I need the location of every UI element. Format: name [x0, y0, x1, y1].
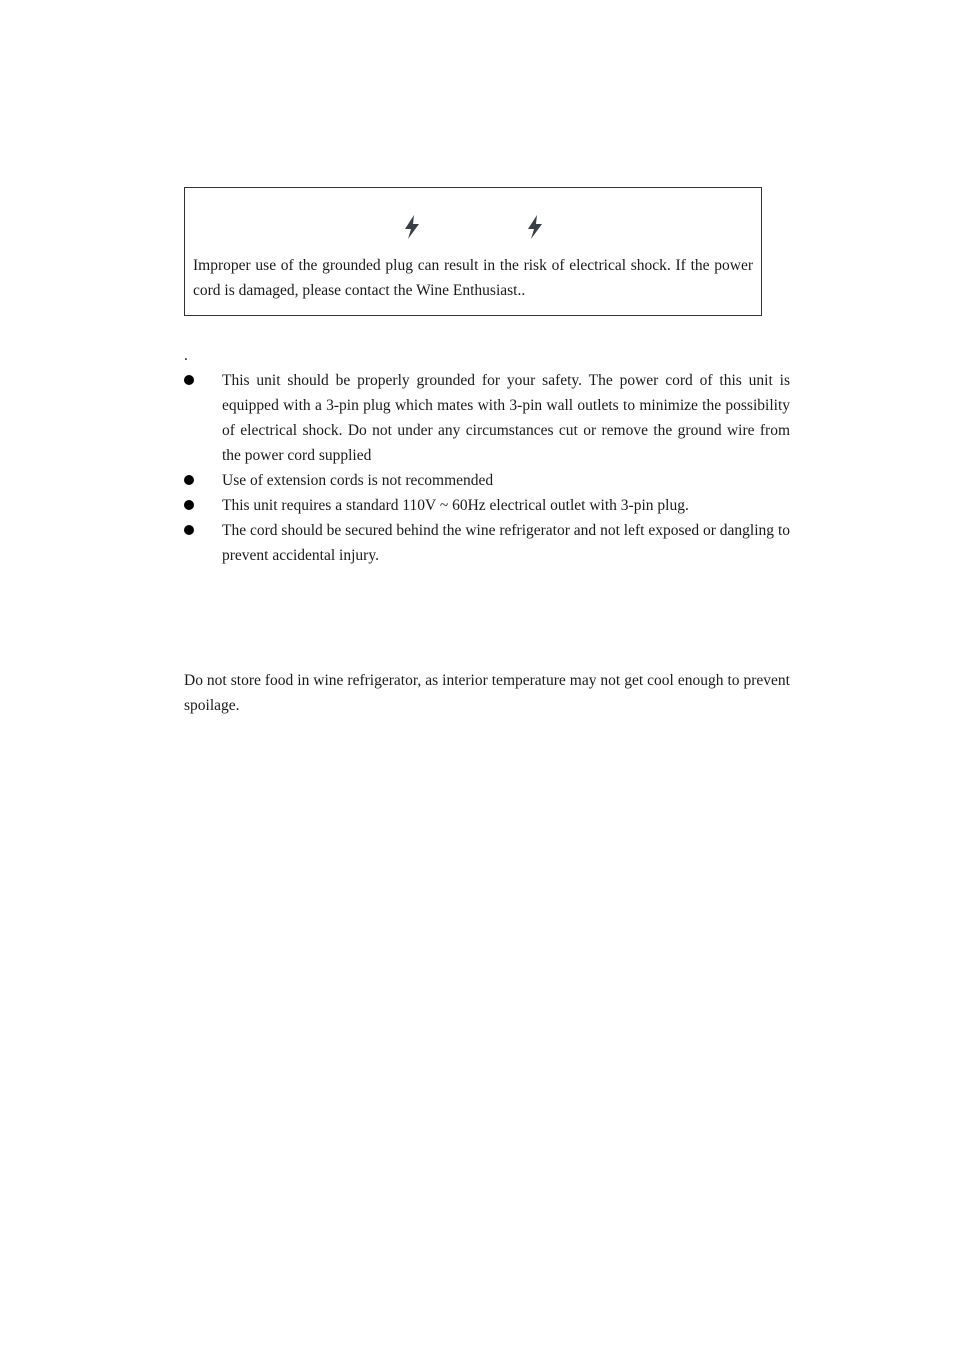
list-item — [184, 468, 790, 493]
bullet-dot-icon — [184, 475, 194, 485]
stray-period: . — [184, 347, 188, 364]
list-item — [184, 493, 790, 518]
list-item — [184, 518, 790, 568]
lightning-bolt-icon — [524, 214, 546, 240]
list-item — [184, 368, 790, 468]
lightning-bolt-icon — [401, 214, 423, 240]
list-item-text: This unit requires a standard 110V ~ 60Hz electrical outlet with 3-pin plug. — [222, 497, 689, 514]
list-item-text: This unit should be properly grounded for your safety. The power cord of this unit is equipped with a 3-pin plug which mates with 3-pin wall outlets to minimize the possibility of electrical shock. Do not under any circumstances cut or remove the ground wire from the power cord supplied — [222, 372, 790, 464]
bullet-dot-icon — [184, 375, 194, 385]
list-item-text: Use of extension cords is not recommended — [222, 472, 494, 489]
electrical-warning-box — [184, 187, 762, 316]
grounding-instructions-list — [184, 368, 790, 568]
bullet-dot-icon — [184, 500, 194, 510]
warning-text: Improper use of the grounded plug can result in the risk of electrical shock. If the power cord is damaged, please contact the Wine Enthusiast.. — [193, 257, 753, 299]
bullet-dot-icon — [184, 525, 194, 535]
food-storage-note: Do not store food in wine refrigerator, as interior temperature may not get cool enough to prevent spoilage. — [184, 672, 790, 714]
list-item-text: The cord should be secured behind the wine refrigerator and not left exposed or dangling to prevent accidental injury. — [222, 522, 790, 564]
